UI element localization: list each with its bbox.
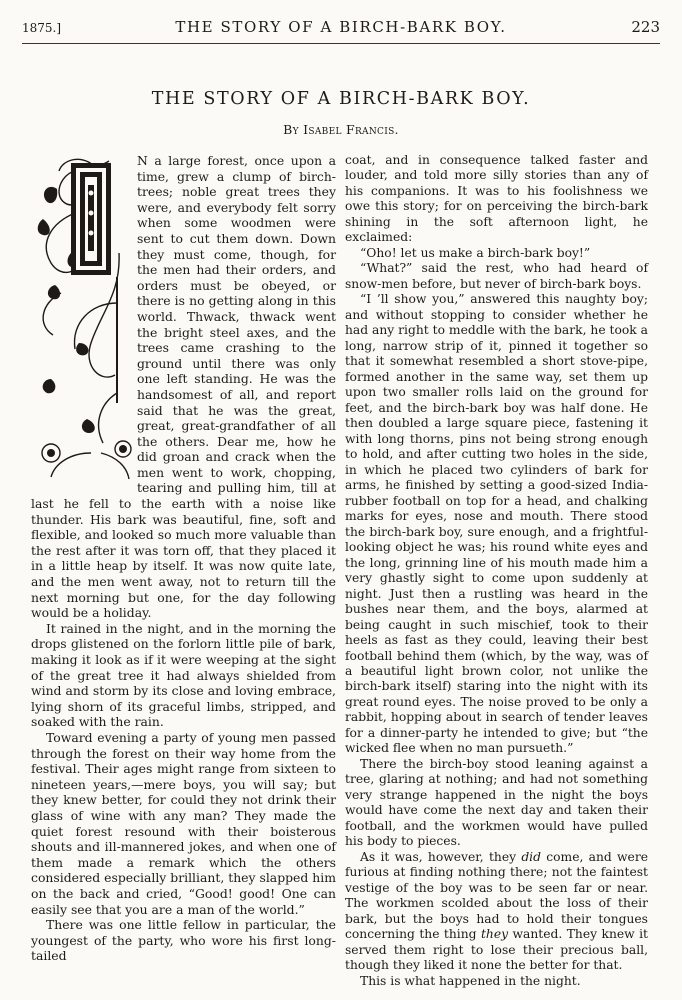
header-rule: [22, 43, 660, 44]
floral-vine-ornament: [31, 153, 133, 483]
paragraph: [345, 850, 648, 974]
page-number: 223: [631, 18, 660, 36]
byline-text: By Isabel Francis.: [283, 122, 399, 137]
text-run: wanted. They knew it served them right to lose their precious ball, though they liked it none the better for that.: [345, 927, 648, 973]
paragraph: “What?” said the rest, who had heard of snow-men before, but never of birch-bark boys.: [345, 261, 648, 291]
paragraph: Toward evening a party of young men passed through the forest on their way home from the festival. Their ages might range from sixteen to nineteen years,—mere boys, you will say; but they knew better, for could they not drink their glass of wine with any man? They made the quiet forest resound with their boisterous shouts and ill-mannered jokes, and when one of them made a remark which the others considered especially brilliant, they slapped him on the back and cried, “Good! good! One can easily see that you are a man of the world.”: [31, 729, 336, 917]
running-head: [22, 18, 660, 40]
paragraph: There was one little fellow in particular, the youngest of the party, who wore his first long-tailed: [31, 917, 336, 964]
issue-date: 1875.]: [22, 21, 62, 35]
paragraph: coat, and in consequence talked faster and louder, and told more silly stories than any of his companions. It was to his foolishness we owe this story; for on perceiving the birch-bark shining in the soft afternoon light, he exclaimed:: [345, 153, 648, 245]
drop-cap-letter: I: [90, 225, 92, 226]
paragraph: “Oho! let us make a birch-bark boy!”: [360, 245, 591, 260]
emphasis: they: [480, 927, 509, 942]
running-title: THE STORY OF A BIRCH-BARK BOY.: [175, 18, 507, 36]
text-run: come, and were furious at finding nothing there; not the faintest vestige of the boy was to be seen far or near. The workmen scolded about the loss of their bark, but the boys had to hold their tongues concerning the thing: [345, 849, 648, 942]
paragraph: This is what happened in the night.: [360, 973, 581, 988]
emphasis: did: [521, 849, 541, 864]
paragraph: It rained in the night, and in the morning the drops glistened on the forlorn little pile of bark, making it look as if it were weeping at the sight of the great tree it had always shielded from wind and storm by its close and loving embrace, lying shorn of its graceful limbs, stripped, and soaked with the rain.: [31, 620, 336, 730]
left-column: [31, 153, 336, 964]
ornamental-drop-cap: [31, 153, 133, 483]
right-column: [345, 153, 648, 989]
byline: [0, 122, 682, 137]
article-title: THE STORY OF A BIRCH-BARK BOY.: [151, 89, 531, 109]
text-run: As it was, however, they: [360, 849, 522, 864]
paragraph: “I ’ll show you,” answered this naughty boy; and without stopping to consider whether he had any right to meddle with the bark, he took a long, narrow strip of it, pinned it together so that it somewhat resembled a short stove-pipe, formed another in the same way, set them up upon two smaller rolls laid on the ground for feet, and the birch-bark boy was half done. He then doubled a large square piece, fastening it with long thorns, pins not being strong enough to hold, and after cutting two holes in the side, in which he placed two cylinders of bark for arms, he finished by setting a good-sized India-rubber football on top for a head, and chalking marks for eyes, nose and mouth. There stood the birch-bark boy, sure enough, and a frightful-looking object he was; his round white eyes and the long, grinning line of his mouth made him a very ghastly sight to come upon suddenly at night. Just then a rustling was heard in the bushes near them, and the boys, alarmed at being caught in such mischief, took to their heels as fast as they could, leaving their best football behind them (which, by the way, was of a beautiful light brown color, not unlike the birch-bark itself) staring into the night with its great round eyes. The noise proved to be only a rabbit, hopping about in search of tender leaves for a dinner-party he intended to give; but “the wicked flee when no man pursueth.”: [345, 292, 648, 756]
paragraph: N a large forest, once upon a time, grew a clump of birch-trees; noble great trees they were, and everybody felt sorry when some woodmen were sent to cut them down. Down they must come, though, for the men had their orders, and orders must be obeyed, or there is no getting along in this world. Thwack, thwack went the bright steel axes, and the trees came crashing to the ground until there was only one left standing. He was the handsomest of all, and report said that he was the great, great, great-grandfather of all the others. Dear me, how he did groan and crack when the men went to work, chopping, tearing and pulling him, till at last he fell to the earth with a noise like thunder. His bark was beautiful, fine, soft and flexible, and looked so much more valuable than the rest after it was torn off, that they placed it in a little heap by itself. It was now quite late, and the men went away, not to return till the next morning but one, for the day following would be a holiday.: [31, 153, 336, 621]
paragraph: There the birch-boy stood leaning against a tree, glaring at nothing; and had not something very strange happened in the night the boys would have come the next day and taken their football, and the workmen would have pulled his body to pieces.: [345, 756, 648, 849]
